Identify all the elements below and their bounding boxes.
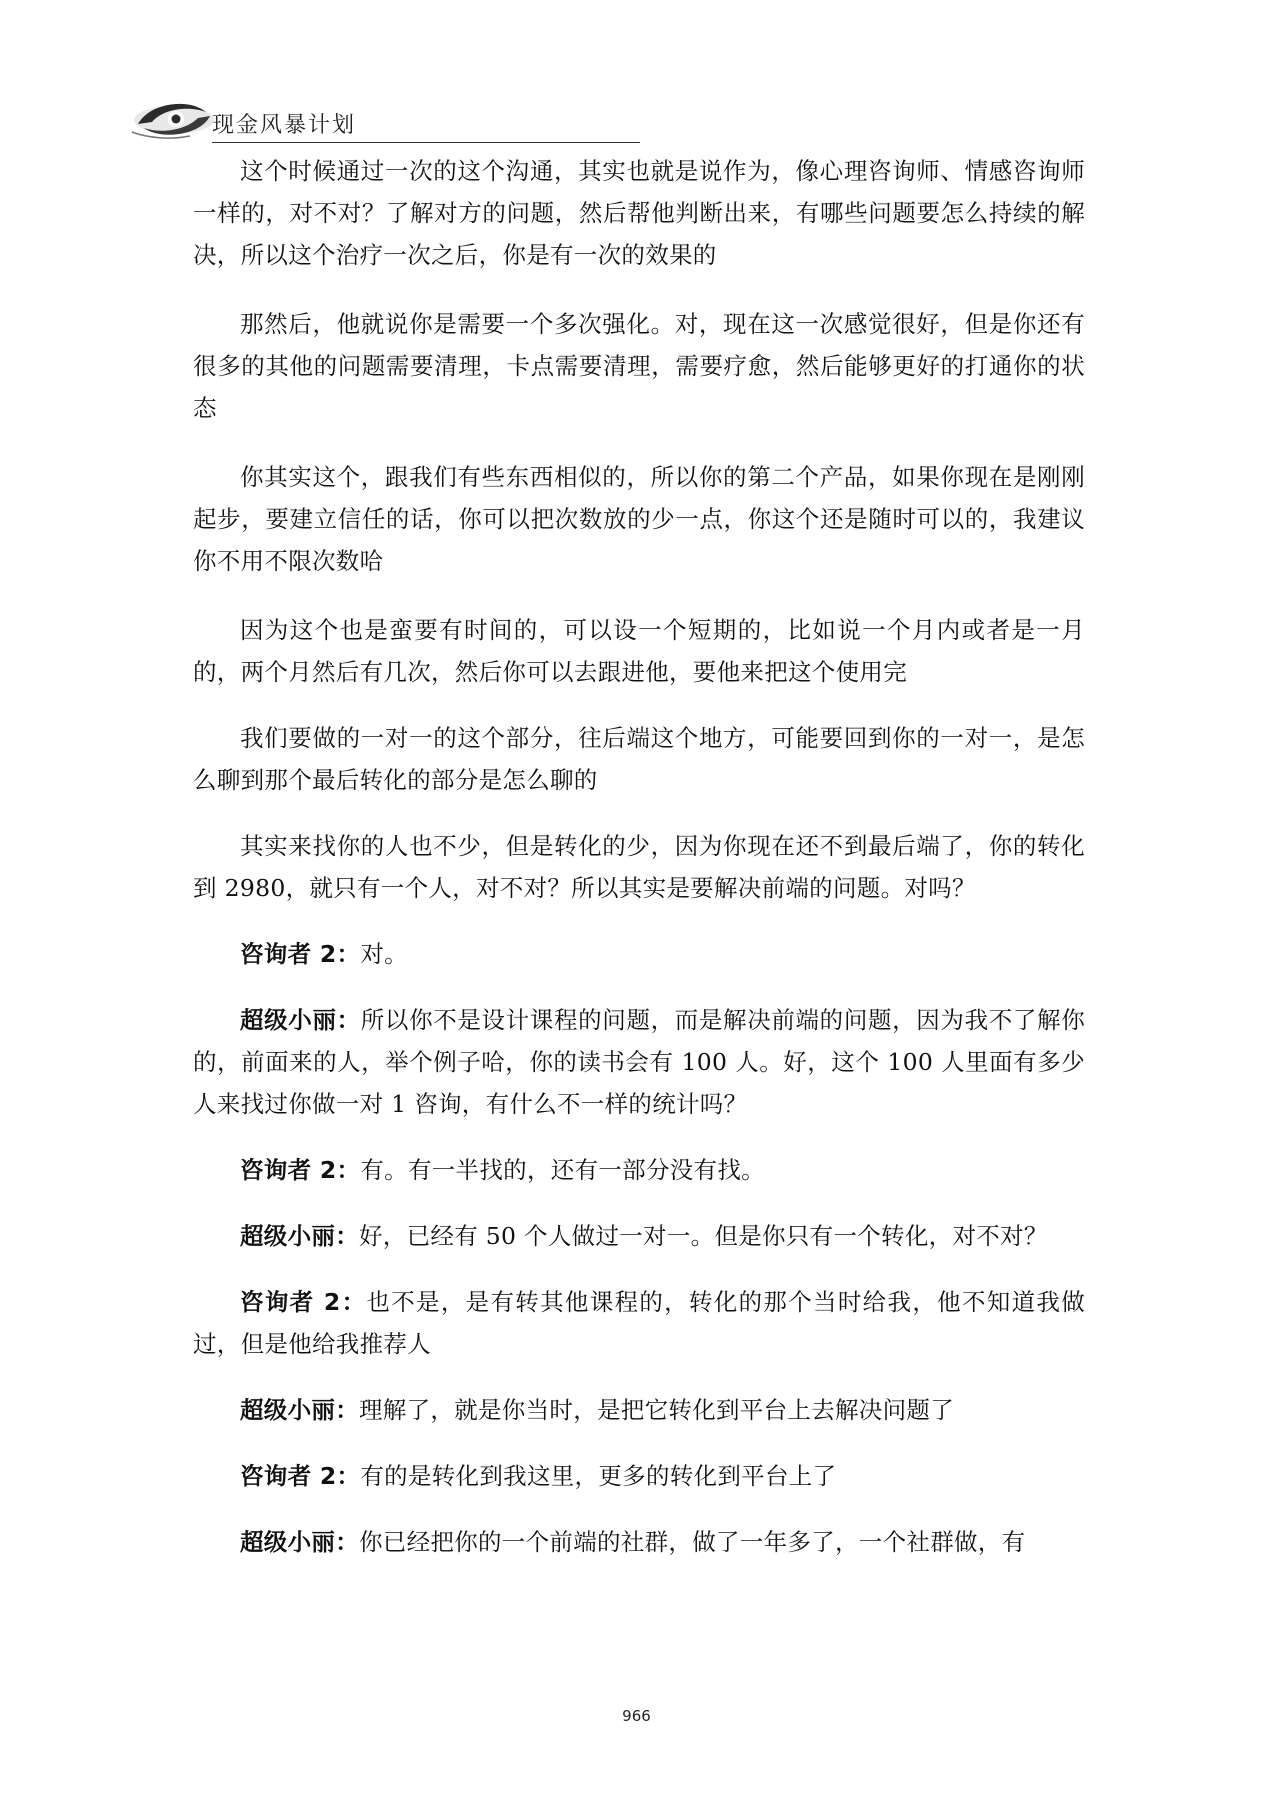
header-divider (212, 142, 640, 143)
speaker-label: 超级小丽： (240, 1006, 361, 1034)
paragraph-text: 这个时候通过一次的这个沟通，其实也就是说作为，像心理咨询师、情感咨询师一样的，对不对？了解对方的问题，然后帮他判断出来，有哪些问题要怎么持续的解决，所以这个治疗一次之后，你是有一次的效果的 (193, 157, 1085, 269)
paragraph (193, 825, 1085, 909)
page-number: 966 (622, 1707, 651, 1725)
paragraph-text: 那然后，他就说你是需要一个多次强化。对，现在这一次感觉很好，但是你还有很多的其他的问题需要清理，卡点需要清理，需要疗愈，然后能够更好的打通你的状态 (193, 310, 1085, 422)
paragraph (193, 303, 1085, 429)
dialogue-text: 好，已经有 50 个人做过一对一。但是你只有一个转化，对不对？ (359, 1222, 1048, 1250)
dialogue-line (193, 1149, 1085, 1191)
paragraph-text: 你其实这个，跟我们有些东西相似的，所以你的第二个产品，如果你现在是刚刚起步，要建立信任的话，你可以把次数放的少一点，你这个还是随时可以的，我建议你不用不限次数哈 (193, 463, 1085, 575)
dialogue-line (193, 1389, 1085, 1431)
speaker-label: 超级小丽： (240, 1222, 359, 1250)
dialogue-line (193, 1281, 1085, 1365)
dialogue-line (193, 1521, 1085, 1563)
dialogue-text: 理解了，就是你当时，是把它转化到平台上去解决问题了 (359, 1396, 954, 1424)
dialogue-text: 有。有一半找的，还有一部分没有找。 (360, 1156, 765, 1184)
dialogue-line (193, 1455, 1085, 1497)
paragraph-text: 因为这个也是蛮要有时间的，可以设一个短期的，比如说一个月内或者是一月的，两个月然后有几次，然后你可以去跟进他，要他来把这个使用完 (193, 616, 1085, 686)
speaker-label: 咨询者 2： (240, 1462, 361, 1490)
paragraph (193, 150, 1085, 276)
dialogue-line (193, 1215, 1085, 1257)
speaker-label: 咨询者 2： (240, 1156, 361, 1184)
paragraph (193, 717, 1085, 801)
paragraph (193, 609, 1085, 693)
dialogue-text: 所以你不是设计课程的问题，而是解决前端的问题，因为我不了解你的，前面来的人，举个例子哈，你的读书会有 100 人。好，这个 100 人里面有多少人来找过你做一对 1 咨询，有什么不一样的统计吗？ (193, 1006, 1085, 1118)
dialogue-text: 也不是，是有转其他课程的，转化的那个当时给我，他不知道我做过，但是他给我推荐人 (193, 1288, 1085, 1358)
dialogue-line (193, 999, 1085, 1125)
paragraph (193, 456, 1085, 582)
speaker-label: 咨询者 2： (240, 940, 361, 968)
dialogue-text: 有的是转化到我这里，更多的转化到平台上了 (360, 1462, 837, 1490)
dialogue-text: 你已经把你的一个前端的社群，做了一年多了，一个社群做，有 (359, 1528, 1026, 1556)
paragraph-text: 我们要做的一对一的这个部分，往后端这个地方，可能要回到你的一对一，是怎么聊到那个最后转化的部分是怎么聊的 (193, 724, 1085, 794)
page-header (130, 80, 640, 150)
dialogue-line (193, 933, 1085, 975)
speaker-label: 咨询者 2： (240, 1288, 367, 1316)
dialogue-text: 对。 (360, 940, 408, 968)
speaker-label: 超级小丽： (240, 1396, 359, 1424)
speaker-label: 超级小丽： (240, 1528, 359, 1556)
header-title: 现金风暴计划 (212, 113, 357, 138)
document-body (193, 150, 1085, 1587)
swirl-logo-icon (130, 88, 220, 148)
paragraph-text: 其实来找你的人也不少，但是转化的少，因为你现在还不到最后端了，你的转化到 2980，就只有一个人，对不对？所以其实是要解决前端的问题。对吗？ (193, 832, 1085, 902)
